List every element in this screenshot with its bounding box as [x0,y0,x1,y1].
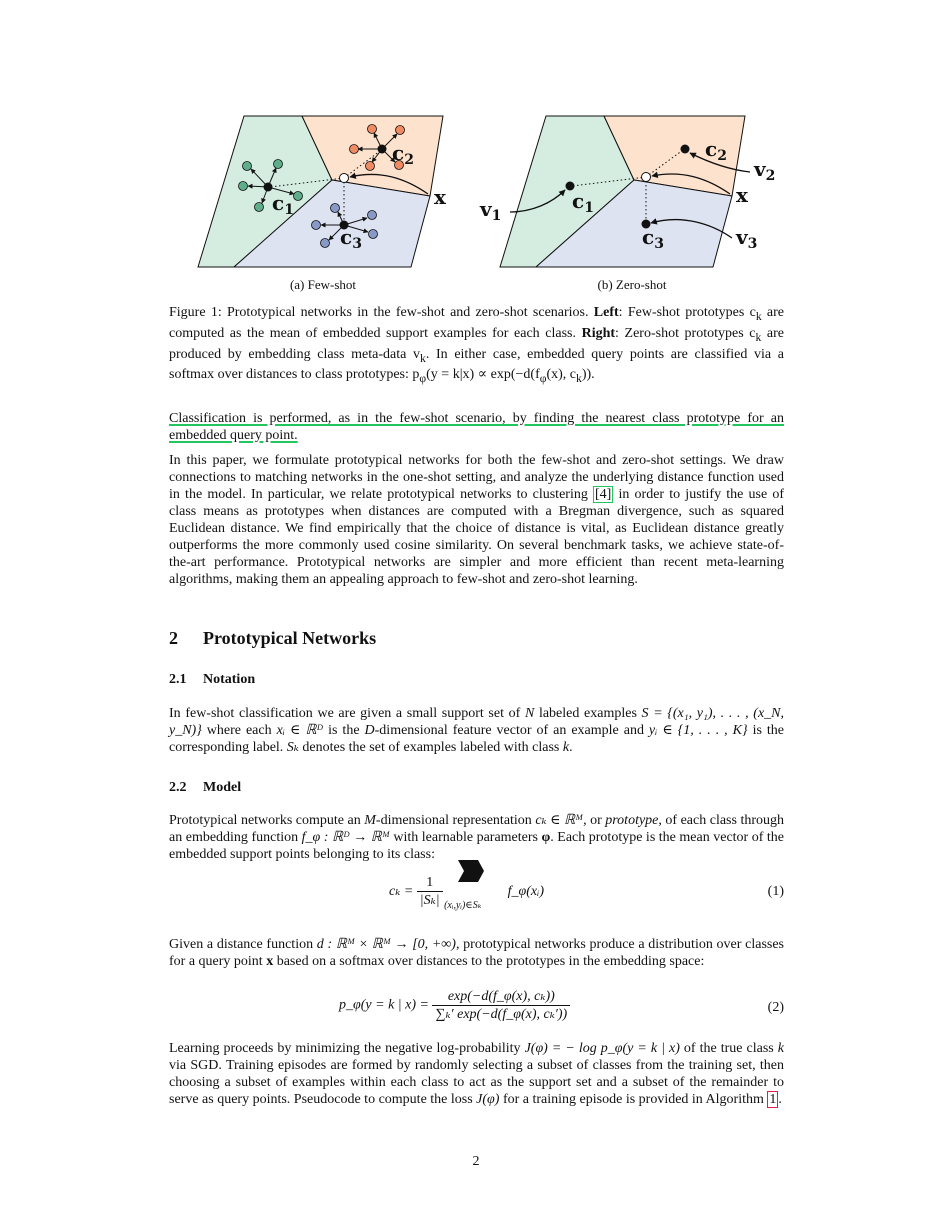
model-paragraph: Prototypical networks compute an M-dimensional representation cₖ ∈ ℝᴹ, or prototype, of each class through an embedding function f_φ : ℝᴰ → ℝᴹ with learnable parameters φ. Each prototype is the mean vector of the embedded support points belonging to its class: [169,813,785,862]
label-c1: $c_1$ [272,191,294,218]
distance-paragraph: Given a distance function d : ℝᴹ × ℝᴹ → [0, +∞), prototypical networks produce a distribution over classes for a query point x based on a softmax over distances to the prototypes in the embedding space: [169,937,785,969]
figure-caption: Figure 1: Prototypical networks in the few-shot and zero-shot scenarios. Left: Few-shot prototypes $c_k$ are computed as the mean of embedded support examples for each class. Right: Zero-shot prototypes $c_k$ are produced by embedding class meta-data $v_k$. In either case, embedded query points are classified via a softmax over distances to class prototypes: $p_\varphi(y = k|x) \propto \exp(-d(f_\varphi(x)$, $c_k$)). [169,305,785,386]
notation-paragraph: In few-shot classification we are given a small support set of N labeled examples S = {(x₁, y₁), . . . , (x_N, y_N)} where each xᵢ ∈ ℝᴰ is the D-dimensional feature vector of an example and yᵢ ∈ {1, . . . , K} is the corresponding label. Sₖ denotes the set of examples labeled with class k. [169,706,784,755]
prototype-c2 [681,145,690,154]
section-heading: 2 Prototypical Networks [169,628,377,648]
subcaption-few-shot: (a) Few-shot [289,277,357,292]
label-v1: $v_1$ [480,197,502,224]
zero-shot-panel [479,116,775,267]
label-c2: $c_2$ [705,137,727,164]
figure-1 [190,108,790,273]
learning-paragraph: Learning proceeds by minimizing the negative log-probability J(φ) = − log p_φ(y = k | x) of the true class k via SGD. Training episodes are formed by randomly selecting a subset of classes from the training set, then choosing a subset of examples within each class to act as the support set and a subset of the remainder to serve as query points. Pseudocode to compute the loss J(φ) for a training episode is provided in Algorithm 1 . [169,1041,784,1107]
label-v3: $v_3$ [736,225,758,252]
sum-symbol [456,858,486,884]
algorithm-link[interactable]: 1 [769,1092,777,1107]
query-point [340,174,349,183]
page-number: 2 [472,1154,480,1169]
label-c2: $c_2$ [392,141,414,168]
query-point [642,173,651,182]
label-c1: $c_1$ [572,189,594,216]
citation-link[interactable]: [4] [595,487,612,502]
label-x: x [434,185,446,209]
equation-1: cₖ = $\frac{1}{\text{|Sₖ|}}$ (xᵢ,yᵢ)∈Sₖ f_φ(xᵢ) (1) [169,866,784,922]
subsection-model-heading: 2.2 Model [169,780,242,795]
equation-2: p_φ(y = k | x) = $\frac{\text{exp(−d(f\_φ(x), cₖ))}}{\text{∑ₖ′ exp(−d(f\_φ(x), cₖ′))}}$ (2) [339,989,784,1022]
label-v2: $v_2$ [754,157,776,184]
label-c3: $c_3$ [340,225,362,252]
label-c3: $c_3$ [642,225,664,252]
intro-paragraph: In this paper, we formulate prototypical networks for both the few-shot and zero-shot settings. We draw connections to matching networks in the one-shot setting, and analyze the underlying distance function used in the model. In particular, we relate prototypical networks to clustering [4] in order to justify the use of class means as prototypes when distances are computed with a Bregman divergence, such as squared Euclidean distance. We find empirically that the choice of distance is vital, as Euclidean distance greatly outperforms the more commonly used cosine similarity. On several benchmark tasks, we achieve state-of-the-art performance. Prototypical networks are simpler and more efficient than recent meta-learning algorithms, making them an appealing approach to few-shot and zero-shot learning. [169,453,784,587]
few-shot-panel [198,116,447,267]
subsection-notation-heading: 2.1 Notation [169,672,256,687]
subcaption-zero-shot: (b) Zero-shot [597,277,667,292]
label-x: x [736,183,748,207]
highlighted-sentence: Classification is performed, as in the few-shot scenario, by finding the nearest class prototype for an embedded query point. [169,411,784,443]
